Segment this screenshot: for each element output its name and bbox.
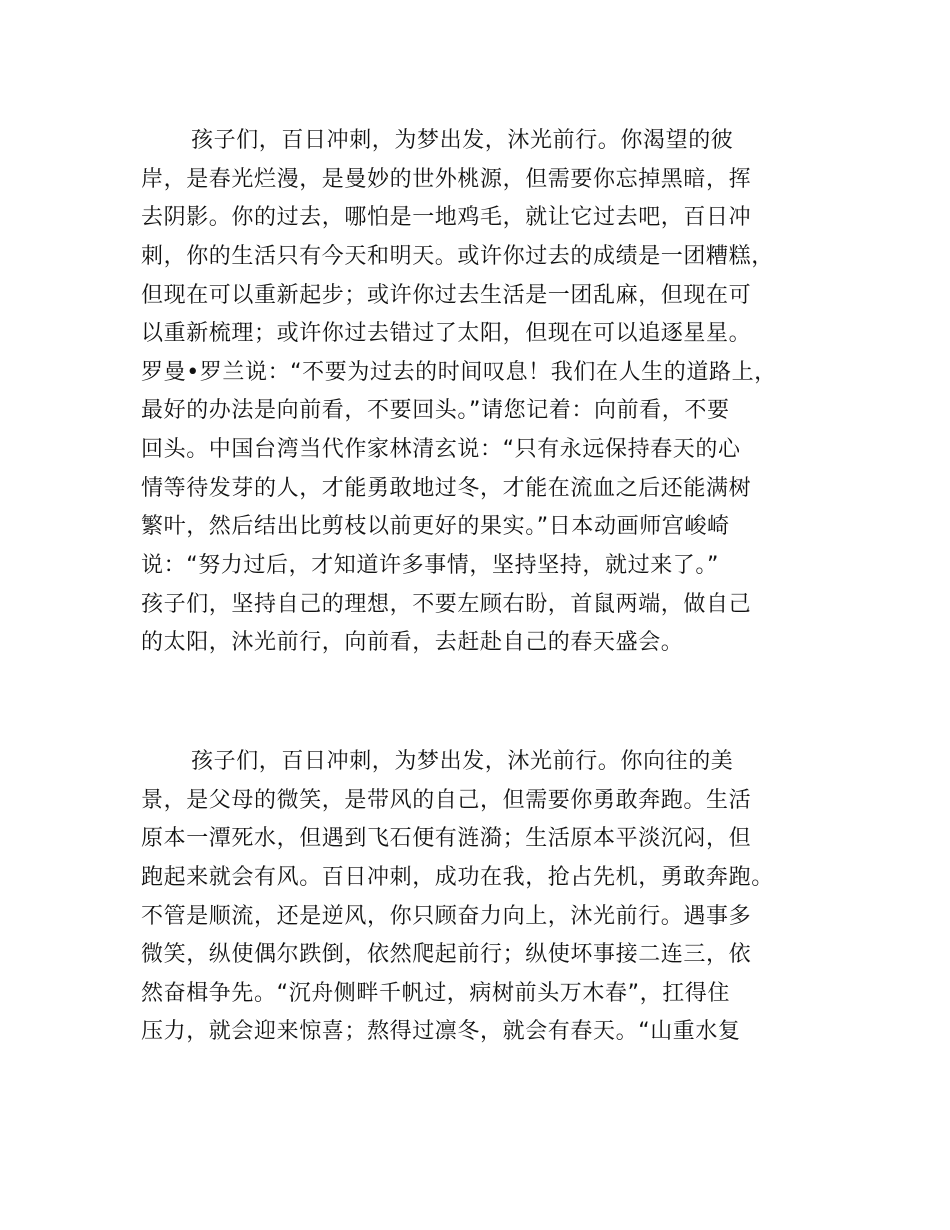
text-line: 不管是顺流，还是逆风，你只顾奋力向上，沐光前行。遇事多: [141, 903, 752, 929]
text-line: 景，是父母的微笑，是带风的自己，但需要你勇敢奔跑。生活: [141, 787, 752, 813]
text-line: 最好的办法是向前看，不要回头。”请您记着：向前看，不要: [141, 398, 730, 424]
text-line: 压力，就会迎来惊喜；熬得过凛冬，就会有春天。“山重水复: [141, 1019, 741, 1045]
text-line: 原本一潭死水，但遇到飞石便有涟漪；生活原本平淡沉闷，但: [141, 826, 752, 852]
text-line: 刺，你的生活只有今天和明天。或许你过去的成绩是一团糟糕，: [141, 243, 774, 269]
text-line: 岸，是春光烂漫，是曼妙的世外桃源，但需要你忘掉黑暗，挥: [141, 166, 752, 192]
text-line: 微笑，纵使偶尔跌倒，依然爬起前行；纵使坏事接二连三，依: [141, 942, 752, 968]
text-line: 然奋楫争先。“沉舟侧畔千帆过，病树前头万木春”，扛得住: [141, 980, 730, 1006]
text-line: 跑起来就会有风。百日冲刺，成功在我，抢占先机，勇敢奔跑。: [141, 864, 774, 890]
text-line: 回头。中国台湾当代作家林清玄说：“只有永远保持春天的心: [141, 437, 741, 463]
text-line: 但现在可以重新起步；或许你过去生活是一团乱麻，但现在可: [141, 282, 752, 308]
text-line: 孩子们，坚持自己的理想，不要左顾右盼，首鼠两端，做自己: [141, 591, 752, 617]
paragraph: [141, 743, 841, 1052]
text-line: 罗曼•罗兰说：“不要为过去的时间叹息！我们在人生的道路上，: [141, 359, 777, 385]
text-line: 孩子们，百日冲刺，为梦出发，沐光前行。你渴望的彼: [191, 128, 734, 153]
text-line: 的太阳，沐光前行，向前看，去赶赴自己的春天盛会。: [141, 630, 684, 656]
text-line: 孩子们，百日冲刺，为梦出发，沐光前行。你向往的美: [191, 749, 734, 774]
text-line: 去阴影。你的过去，哪怕是一地鸡毛，就让它过去吧，百日冲: [141, 205, 752, 231]
text-line: 以重新梳理；或许你过去错过了太阳，但现在可以追逐星星。: [141, 321, 752, 347]
text-line: 说：“努力过后，才知道许多事情，坚持坚持，就过来了。”: [141, 553, 719, 579]
text-line: 繁叶，然后结出比剪枝以前更好的果实。”日本动画师宫峻崎: [141, 514, 730, 540]
paragraph: [141, 122, 841, 663]
text-line: 情等待发芽的人，才能勇敢地过冬，才能在流血之后还能满树: [141, 475, 752, 501]
